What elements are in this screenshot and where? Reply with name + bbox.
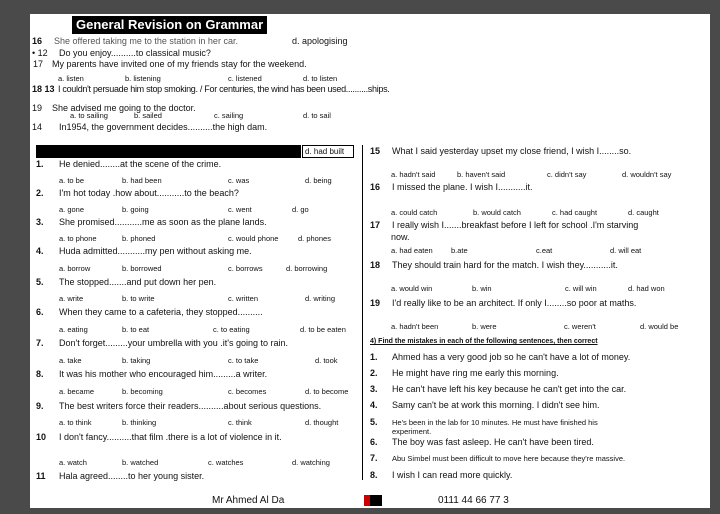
q17-option-c: c.eat — [536, 246, 553, 255]
mistake-2-number: 2. — [370, 368, 378, 378]
q19-option-c: c. weren't — [564, 322, 596, 331]
q19-option-d: d. would be — [640, 322, 679, 331]
mistake-4-number: 4. — [370, 400, 378, 410]
q5-option-b: b. to write — [122, 294, 155, 303]
q3-option-a: a. to phone — [59, 234, 97, 243]
mistake-3-text: He can't have left his key because he can't get into the car. — [392, 384, 627, 394]
q4-option-a: a. borrow — [59, 264, 91, 273]
q7-option-b: b. taking — [122, 356, 151, 365]
q7-option-d: d. took — [315, 356, 338, 365]
q5-option-c: c. written — [228, 294, 259, 303]
q16-number: 16 — [32, 36, 43, 46]
q17-option-a: a. had eaten — [391, 246, 433, 255]
q6-number: 6. — [36, 307, 44, 317]
mistake-4-text: Samy can't be at work this morning. I didn't see him. — [392, 400, 600, 410]
q17-right-text-cont: now. — [391, 232, 410, 242]
q12-text: Do you enjoy..........to classical music? — [59, 48, 211, 58]
q10-number: 10 — [36, 432, 47, 442]
q8-text: It was his mother who encouraged him.........a writer. — [59, 369, 268, 379]
q12-number: • 12 — [32, 48, 48, 58]
q4-number: 4. — [36, 246, 44, 256]
q10-option-a: a. watch — [59, 458, 87, 467]
footer-teacher-name: Mr Ahmed Al Da — [212, 495, 285, 506]
boxed-answer: d. had built — [302, 145, 354, 158]
q17-top-text: My parents have invited one of my friends stay for the weekend. — [52, 59, 307, 69]
q17-top-option-d: d. to listen — [303, 74, 338, 83]
q8-option-d: d. to become — [305, 387, 349, 396]
mistake-3-number: 3. — [370, 384, 378, 394]
mistake-1-text: Ahmed has a very good job so he can't have a lot of money. — [392, 352, 631, 362]
q3-option-c: c. would phone — [228, 234, 279, 243]
q8-option-c: c. becomes — [228, 387, 267, 396]
footer-phone: 0111 44 66 77 3 — [438, 495, 509, 506]
q2-option-a: a. gone — [59, 205, 85, 214]
q15-number: 15 — [370, 146, 381, 156]
q19-top-option-c: c. sailing — [214, 111, 244, 120]
q17-top-option-c: c. listened — [228, 74, 262, 83]
q6-option-a: a. eating — [59, 325, 88, 334]
q18-option-a: a. would win — [391, 284, 433, 293]
q16-option-d: d. apologising — [292, 36, 348, 46]
q9-option-a: a. to think — [59, 418, 92, 427]
q18-option-c: c. will win — [565, 284, 597, 293]
q16-right-text: I missed the plane. I wish I...........it. — [392, 182, 533, 192]
q16-option-a: a. could catch — [391, 208, 438, 217]
q18-13-number: 18 13 — [32, 84, 55, 94]
q15-text: What I said yesterday upset my close friend, I wish I........so. — [392, 146, 632, 156]
mistake-5-text-cont: experiment. — [392, 427, 432, 436]
q5-option-d: d. writing — [305, 294, 336, 303]
q19-option-b: b. were — [472, 322, 497, 331]
q18-option-b: b. win — [472, 284, 492, 293]
q3-text: She promised...........me as soon as the plane lands. — [59, 217, 267, 227]
q15-option-d: d. wouldn't say — [622, 170, 672, 179]
page-title: General Revision on Grammar — [72, 16, 267, 34]
q16-option-c: c. had caught — [552, 208, 598, 217]
q7-text: Don't forget.........your umbrella with you .it's going to rain. — [59, 338, 289, 348]
q17-top-option-a: a. listen — [58, 74, 84, 83]
q17-option-b: b.ate — [451, 246, 468, 255]
mistake-2-text: He might have ring me early this morning. — [392, 368, 559, 378]
mistake-5-text: He's been in the lab for 10 minutes. He must have finished his — [392, 418, 598, 427]
q14-text: In1954, the government decides..........the high dam. — [59, 122, 268, 132]
q9-number: 9. — [36, 401, 44, 411]
mistake-6-number: 6. — [370, 437, 378, 447]
q15-option-c: c. didn't say — [547, 170, 587, 179]
mistake-8-number: 8. — [370, 470, 378, 480]
q19-right-text: I'd really like to be an architect. If only I........so poor at maths. — [392, 298, 637, 308]
q15-option-a: a. hadn't said — [391, 170, 436, 179]
q17-right-number: 17 — [370, 220, 381, 230]
q7-number: 7. — [36, 338, 44, 348]
q1-number: 1. — [36, 159, 44, 169]
mistake-5-number: 5. — [370, 417, 378, 427]
q4-text: Huda admitted...........my pen without asking me. — [59, 246, 252, 256]
q9-option-d: d. thought — [305, 418, 339, 427]
q1-option-c: c. was — [228, 176, 250, 185]
q18-right-text: They should train hard for the match. I wish they...........it. — [392, 260, 618, 270]
q11-number: 11 — [36, 471, 46, 481]
q9-option-c: c. think — [228, 418, 252, 427]
q16-text: She offered taking me to the station in her car. — [54, 36, 238, 46]
q8-option-a: a. became — [59, 387, 95, 396]
q8-number: 8. — [36, 369, 44, 379]
mistake-7-number: 7. — [370, 453, 378, 463]
q17-right-text: I really wish I.......breakfast before I left for school .I'm starving — [392, 220, 639, 230]
q6-option-d: d. to be eaten — [300, 325, 346, 334]
q9-text: The best writers force their readers..........about serious questions. — [59, 401, 322, 411]
q1-option-b: b. had been — [122, 176, 162, 185]
q19-top-number: 19 — [32, 103, 43, 113]
q10-option-d: d. watching — [292, 458, 330, 467]
q9-option-b: b. thinking — [122, 418, 157, 427]
q18-option-d: d. had won — [628, 284, 665, 293]
mistake-1-number: 1. — [370, 352, 378, 362]
mistake-8-text: I wish I can read more quickly. — [392, 470, 513, 480]
q3-option-d: d. phones — [298, 234, 331, 243]
q6-text: When they came to a cafeteria, they stopped.......... — [59, 307, 263, 317]
q19-top-option-a: a. to sailing — [70, 111, 108, 120]
q3-number: 3. — [36, 217, 44, 227]
mistakes-heading: 4) Find the mistakes in each of the following sentences, then correct — [370, 338, 598, 345]
q5-text: The stopped.......and put down her pen. — [59, 277, 217, 287]
q2-option-d: d. go — [292, 205, 309, 214]
q1-text: He denied........at the scene of the crime. — [59, 159, 222, 169]
q18-right-number: 18 — [370, 260, 381, 270]
q19-option-a: a. hadn't been — [391, 322, 439, 331]
q7-option-c: c. to take — [228, 356, 259, 365]
q3-option-b: b. phoned — [122, 234, 156, 243]
q19-top-option-d: d. to sail — [303, 111, 331, 120]
q4-option-c: c. borrows — [228, 264, 263, 273]
q16-right-number: 16 — [370, 182, 381, 192]
redaction-bar — [36, 145, 301, 158]
q16-option-d: d. caught — [628, 208, 659, 217]
mistake-6-text: The boy was fast asleep. He can't have been tired. — [392, 437, 594, 447]
q1-option-a: a. to be — [59, 176, 85, 185]
q2-option-b: b. going — [122, 205, 149, 214]
q2-number: 2. — [36, 188, 44, 198]
q10-text: I don't fancy..........that film .there is a lot of violence in it. — [59, 432, 282, 442]
q6-option-b: b. to eat — [122, 325, 150, 334]
q10-option-c: c. watches — [208, 458, 244, 467]
q2-option-c: c. went — [228, 205, 252, 214]
mistake-7-text: Abu Simbel must been difficult to move here because they're massive. — [392, 454, 626, 463]
q17-option-d: d. will eat — [610, 246, 642, 255]
q7-option-a: a. take — [59, 356, 82, 365]
q17-top-option-b: b. listening — [125, 74, 161, 83]
q15-option-b: b. haven't said — [457, 170, 506, 179]
footer-black-mark — [370, 495, 382, 506]
q8-option-b: b. becoming — [122, 387, 163, 396]
q19-right-number: 19 — [370, 298, 381, 308]
q5-number: 5. — [36, 277, 44, 287]
q11-text: Hala agreed........to her young sister. — [59, 471, 205, 481]
column-divider — [362, 145, 363, 480]
q10-option-b: b. watched — [122, 458, 159, 467]
q4-option-d: d. borrowing — [286, 264, 328, 273]
worksheet-page — [30, 14, 710, 508]
q18-13-text: I couldn't persuade him stop smoking. / For centuries, the wind has been used..........ships. — [58, 84, 390, 94]
q16-option-b: b. would catch — [473, 208, 521, 217]
q19-top-text: She advised me going to the doctor. — [52, 103, 196, 113]
q2-text: I'm hot today .how about...........to the beach? — [59, 188, 239, 198]
q5-option-a: a. write — [59, 294, 84, 303]
q17-top-number: 17 — [33, 59, 44, 69]
q19-top-option-b: b. sailed — [134, 111, 162, 120]
q1-option-d: d. being — [305, 176, 332, 185]
q6-option-c: c. to eating — [213, 325, 250, 334]
q14-number: 14 — [32, 122, 43, 132]
q4-option-b: b. borrowed — [122, 264, 162, 273]
